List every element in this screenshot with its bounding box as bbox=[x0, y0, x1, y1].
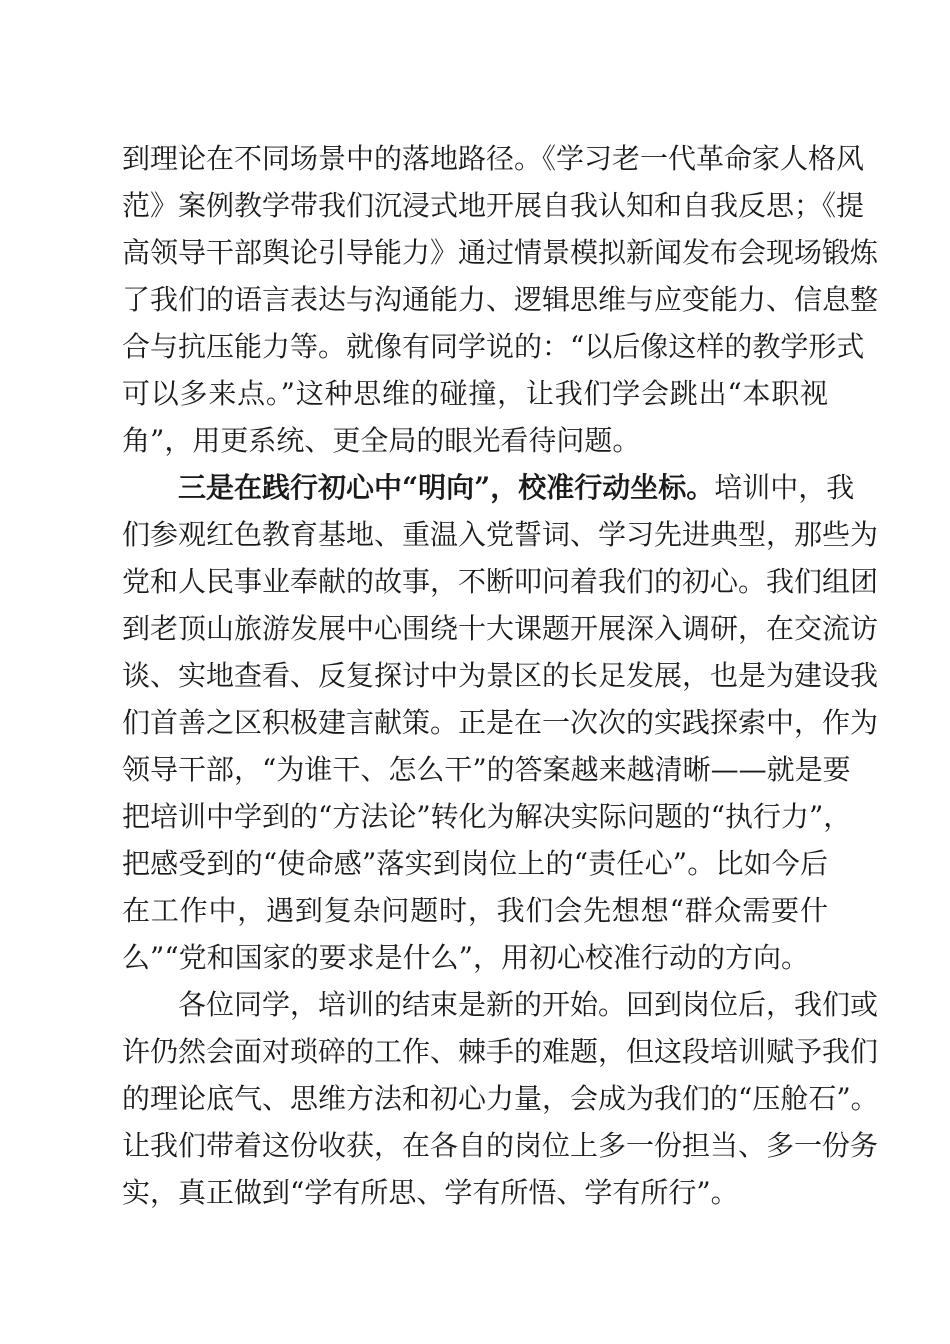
paragraph-1-line-2: 范》案例教学带我们沉浸式地开展自我认知和自我反思；《提 bbox=[122, 189, 865, 222]
paragraph-3-line-2: 许仍然会面对琐碎的工作、棘手的难题，但这段培训赋予我们 bbox=[122, 1035, 879, 1068]
paragraph-2-line-1 bbox=[178, 466, 855, 510]
paragraph-2-line-4: 到老顶山旅游发展中心围绕十大课题开展深入调研，在交流访 bbox=[122, 612, 879, 645]
paragraph-2-line-3: 党和人民事业奉献的故事，不断叩问着我们的初心。我们组团 bbox=[122, 565, 879, 598]
paragraph-3-line-4: 让我们带着这份收获，在各自的岗位上多一份担当、多一份务 bbox=[122, 1129, 879, 1162]
paragraph-1-line-5: 合与抗压能力等。就像有同学说的：“以后像这样的教学形式 bbox=[122, 330, 865, 363]
paragraph-2-line-6: 们首善之区积极建言献策。正是在一次次的实践探索中，作为 bbox=[122, 706, 879, 739]
paragraph-2-line-9: 把感受到的“使命感”落实到岗位上的“责任心”。比如今后 bbox=[122, 847, 828, 880]
paragraph-2-line-11: 么”“党和国家的要求是什么”，用初心校准行动的方向。 bbox=[122, 941, 809, 974]
paragraph-2-line-8: 把培训中学到的“方法论”转化为解决实际问题的“执行力”， bbox=[122, 800, 852, 833]
paragraph-3-line-5: 实，真正做到“学有所思、学有所悟、学有所行”。 bbox=[122, 1176, 739, 1209]
paragraph-1-line-6: 可以多来点。”这种思维的碰撞，让我们学会跳出“本职视 bbox=[122, 377, 828, 410]
paragraph-2-line-2: 们参观红色教育基地、重温入党誓词、学习先进典型，那些为 bbox=[122, 518, 879, 551]
paragraph-1-line-7: 角”，用更系统、更全局的眼光看待问题。 bbox=[122, 424, 641, 457]
paragraph-1-line-3: 高领导干部舆论引导能力》通过情景模拟新闻发布会现场锻炼 bbox=[122, 236, 879, 269]
paragraph-2-line-5: 谈、实地查看、反复探讨中为景区的长足发展，也是为建设我 bbox=[122, 659, 879, 692]
paragraph-1-line-4: 了我们的语言表达与沟通能力、逻辑思维与应变能力、信息整 bbox=[122, 283, 879, 316]
paragraph-3-line-1: 各位同学，培训的结束是新的开始。回到岗位后，我们或 bbox=[178, 988, 879, 1021]
paragraph-3-line-3: 的理论底气、思维方法和初心力量，会成为我们的“压舱石”。 bbox=[122, 1082, 879, 1115]
paragraph-1-line-1: 到理论在不同场景中的落地路径。《学习老一代革命家人格风 bbox=[122, 142, 865, 175]
paragraph-2-line-10: 在工作中，遇到复杂问题时，我们会先想想“群众需要什 bbox=[122, 894, 828, 927]
paragraph-2-line-7: 领导干部，“为谁干、怎么干”的答案越来越清晰——就是要 bbox=[122, 753, 851, 786]
paragraph-2-first-line-rest: 培训中，我 bbox=[714, 471, 855, 504]
paragraph-2-lead-sentence: 三是在践行初心中“明向”，校准行动坐标。 bbox=[178, 471, 715, 504]
